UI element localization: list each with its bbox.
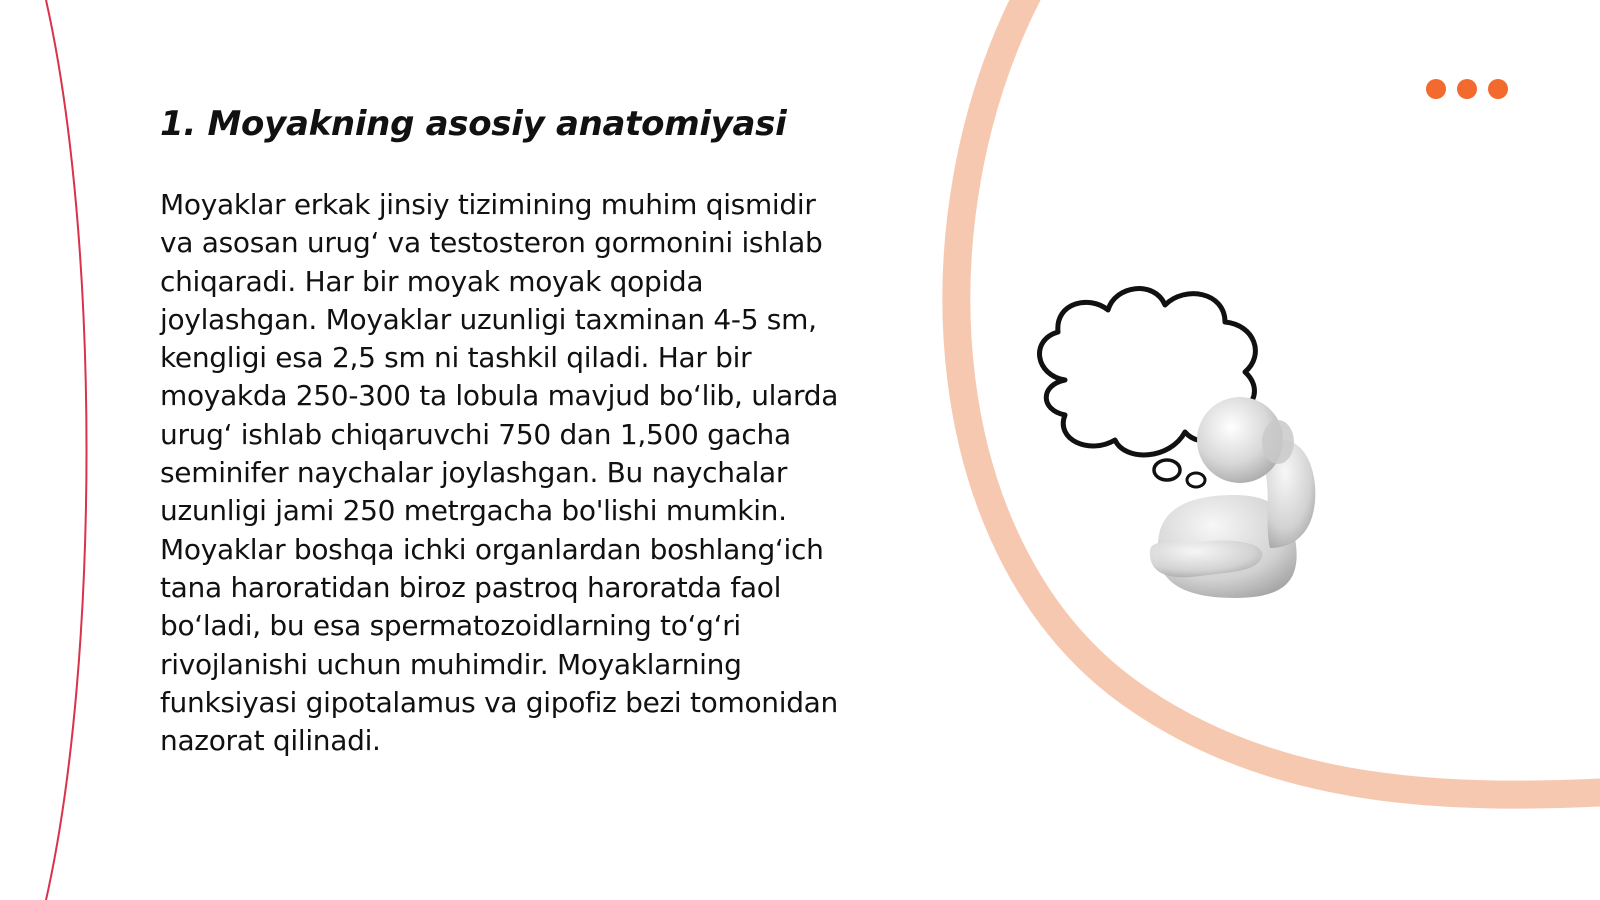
slide-body-text: Moyaklar erkak jinsiy tizimining muhim qismidir va asosan urug‘ va testosteron gormonini ishlab chiqaradi. Har bir moyak moyak qopida joylashgan. Moyaklar uzunligi taxminan 4-5 sm, kengligi esa 2,5 sm ni tashkil qiladi. Har bir moyakda 250-300 ta lobula mavjud bo‘lib, ularda urug‘ ishlab chiqaruvchi 750 dan 1,500 gacha seminifer naychalar joylashgan. Bu naychalar uzunligi jami 250 metrgacha bo'lishi mumkin. Moyaklar boshqa ichki organlardan boshlang‘ich tana haroratidan biroz pastroq haroratda faol bo‘ladi, bu esa spermatozoidlarning to‘g‘ri rivojlanishi uchun muhimdir. Moyaklarning funksiyasi gipotalamus va gipofiz bezi tomonidan nazorat qilinadi. [160,188,839,758]
slide-title: 1. Moyakning asosiy anatomiyasi [160,104,787,144]
left-accent-curve [46,0,87,900]
dot-3 [1488,79,1508,99]
dot-2 [1457,79,1477,99]
dot-1 [1426,79,1446,99]
thinking-person-illustration [1030,280,1350,620]
more-dots-icon [1426,79,1508,99]
